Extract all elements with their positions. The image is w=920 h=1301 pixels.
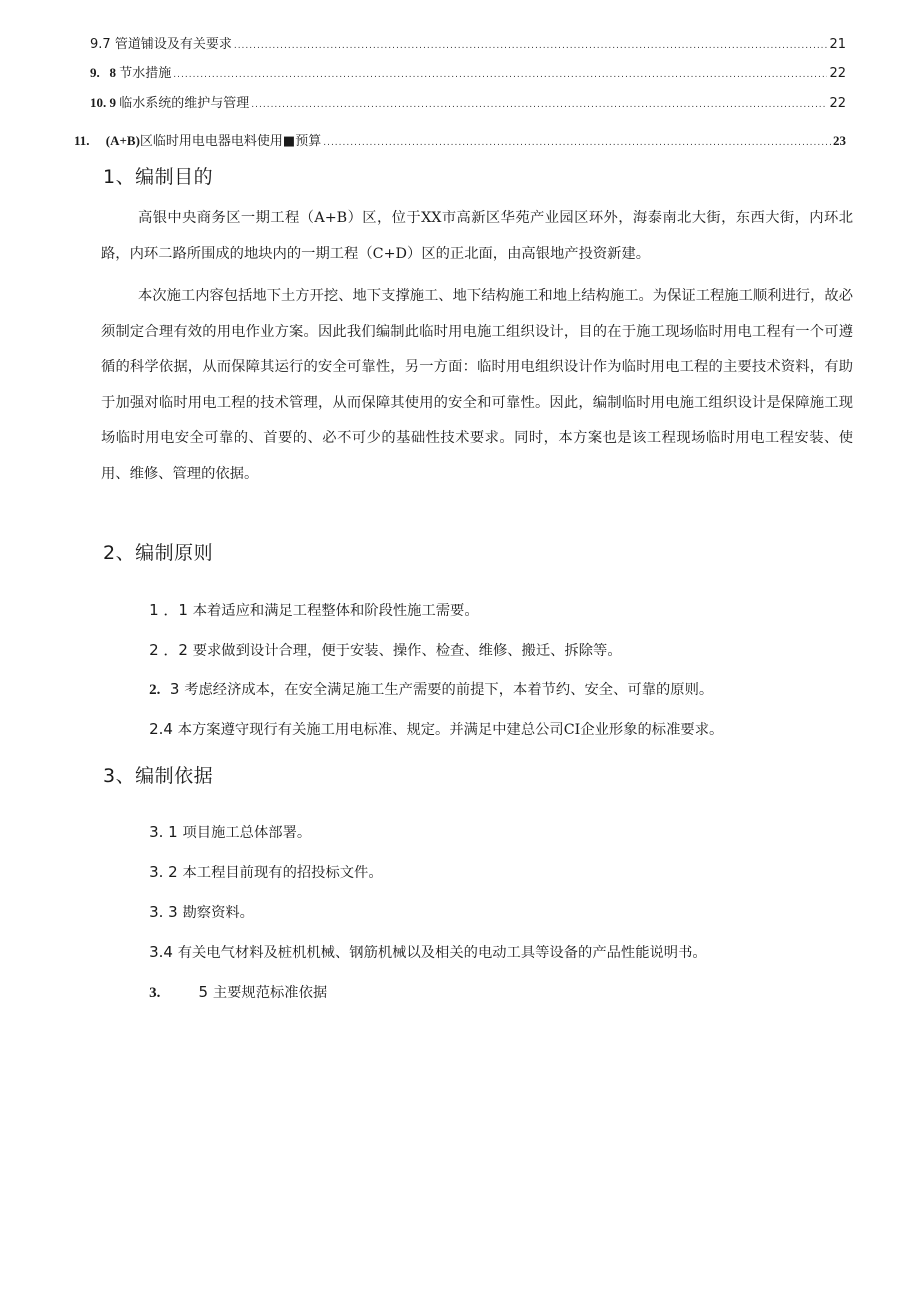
toc-page-number: 22 (829, 66, 846, 81)
item-number: 2. (149, 682, 161, 698)
toc-title: 区临时用电电器电料使用■预算 (139, 134, 322, 149)
toc-line-9-8[interactable] (90, 62, 846, 81)
toc-leader-dots (234, 42, 828, 51)
item-number: 3.4 (149, 943, 178, 961)
item-number: 3. 3 (149, 903, 183, 921)
item-text: 项目施工总体部署。 (182, 825, 312, 841)
list-item (140, 846, 383, 882)
toc-leader-dots (251, 101, 827, 110)
item-number: 3. 1 (149, 823, 183, 841)
toc-leader-dots (323, 139, 831, 148)
item-text: 考虑经济成本，在安全满足施工生产需要的前提下，本着节约、安全、可靠的原则。 (184, 682, 714, 698)
item-number: 1 ．1 (149, 601, 193, 619)
list-item (140, 806, 311, 842)
item-text: 本着适应和满足工程整体和阶段性施工需要。 (192, 603, 479, 619)
item-text: 勘察资料。 (182, 905, 254, 921)
toc-number: 10. 9 (90, 95, 120, 110)
toc-number: 9.7 (90, 37, 115, 52)
section-heading-3: 3、编制依据 (103, 765, 214, 787)
list-item (140, 663, 713, 699)
list-item (140, 886, 254, 922)
toc-title: 管道铺设及有关要求 (114, 37, 232, 52)
item-number: 2.4 (149, 720, 178, 738)
toc-line-10-9[interactable] (90, 92, 846, 111)
list-item (140, 623, 622, 660)
toc-line-11[interactable] (74, 130, 846, 149)
item-number: 2 ．2 (149, 641, 193, 659)
item-number: 3. 2 (149, 863, 183, 881)
item-text: 有关电气材料及桩机机械、钢筋机械以及相关的电动工具等设备的产品性能说明书。 (177, 945, 707, 961)
toc-line-9-7[interactable] (90, 33, 846, 52)
toc-title: 临水系统的维护与管理 (119, 96, 250, 111)
toc-number: 9. 8 (90, 65, 120, 80)
item-text: 本工程目前现有的招投标文件。 (182, 865, 383, 881)
toc-number: 11. (A+B) (74, 133, 140, 148)
toc-page-number: 22 (829, 96, 846, 111)
item-subnumber: 5 (160, 983, 213, 1001)
list-item (140, 926, 707, 962)
item-subnumber: 3 (160, 680, 185, 698)
toc-leader-dots (173, 71, 827, 80)
list-item (140, 966, 327, 1002)
item-text: 本方案遵守现行有关施工用电标准、规定。并满足中建总公司CI企业形象的标准要求。 (177, 722, 724, 738)
list-item (140, 583, 479, 620)
item-text: 主要规范标准依据 (212, 985, 328, 1001)
toc-title: 节水措施 (119, 66, 172, 81)
item-text: 要求做到设计合理，便于安装、操作、检查、维修、搬迁、拆除等。 (192, 643, 622, 659)
toc-page-number: 21 (829, 37, 846, 52)
item-number: 3. (149, 985, 161, 1001)
section-heading-1: 1、编制目的 (103, 166, 214, 188)
section-1-paragraph-1: 高银中央商务区一期工程（A+B）区，位于XX市高新区华苑产业园区环外，海泰南北大街，东西大街，内环北路，内环二路所围成的地块内的一期工程（C+D）区的正北面，由高银地产投资新建。 (101, 210, 853, 262)
toc-page-number: 23 (833, 133, 846, 148)
section-heading-2: 2、编制原则 (103, 542, 214, 564)
list-item (140, 703, 723, 739)
section-1-paragraph-2: 本次施工内容包括地下土方开挖、地下支撑施工、地下结构施工和地上结构施工。为保证工程施工顺利进行，故必须制定合理有效的用电作业方案。因此我们编制此临时用电施工组织设计，目的在于施工现场临时用电工程有一个可遵循的科学依据，从而保障其运行的安全可靠性，另一方面：临时用电组织设计作为临时用电工程的主要技术资料，有助于加强对临时用电工程的技术管理，从而保障其使用的安全和可靠性。因此，编制临时用电施工组织设计是保障施工现场临时用电安全可靠的、首要的、必不可少的基础性技术要求。同时，本方案也是该工程现场临时用电工程安装、使用、维修、管理的依据。 (101, 288, 853, 482)
